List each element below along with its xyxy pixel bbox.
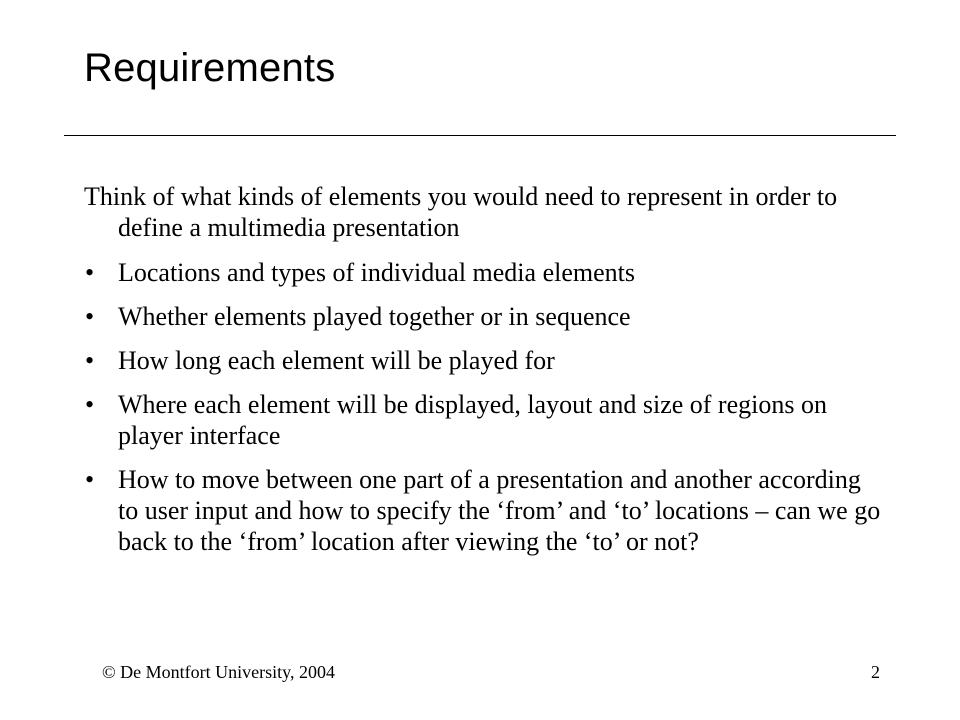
- intro-paragraph: Think of what kinds of elements you would need to represent in order to define a multimedia presentation: [84, 182, 838, 242]
- bullet-text: Whether elements played together or in sequence: [118, 302, 631, 331]
- title-divider: [64, 135, 896, 136]
- slide-title: Requirements: [84, 46, 336, 90]
- bullet-marker: •: [85, 465, 95, 494]
- bullet-marker: •: [85, 346, 95, 375]
- footer-copyright: © De Montfort University, 2004: [102, 662, 335, 682]
- bullet-item: [84, 301, 884, 332]
- bullet-item: [84, 389, 884, 451]
- bullet-item: [84, 464, 884, 557]
- bullet-item: [84, 257, 884, 288]
- bullet-text: Where each element will be displayed, layout and size of regions on player interface: [118, 390, 827, 450]
- bullet-marker: •: [85, 302, 95, 331]
- bullet-text: Locations and types of individual media elements: [118, 258, 635, 287]
- bullet-item: [84, 345, 884, 376]
- slide-content: [84, 181, 884, 570]
- bullet-text: How to move between one part of a presentation and another according to user input and how to specify the ‘from’ and ‘to’ locations – can we go back to the ‘from’ location after viewing the ‘to’ or not?: [118, 465, 881, 556]
- bullet-text: How long each element will be played for: [118, 346, 555, 375]
- bullet-marker: •: [85, 390, 95, 419]
- bullet-list: [84, 257, 884, 557]
- page-number: 2: [871, 662, 880, 682]
- bullet-marker: •: [85, 258, 95, 287]
